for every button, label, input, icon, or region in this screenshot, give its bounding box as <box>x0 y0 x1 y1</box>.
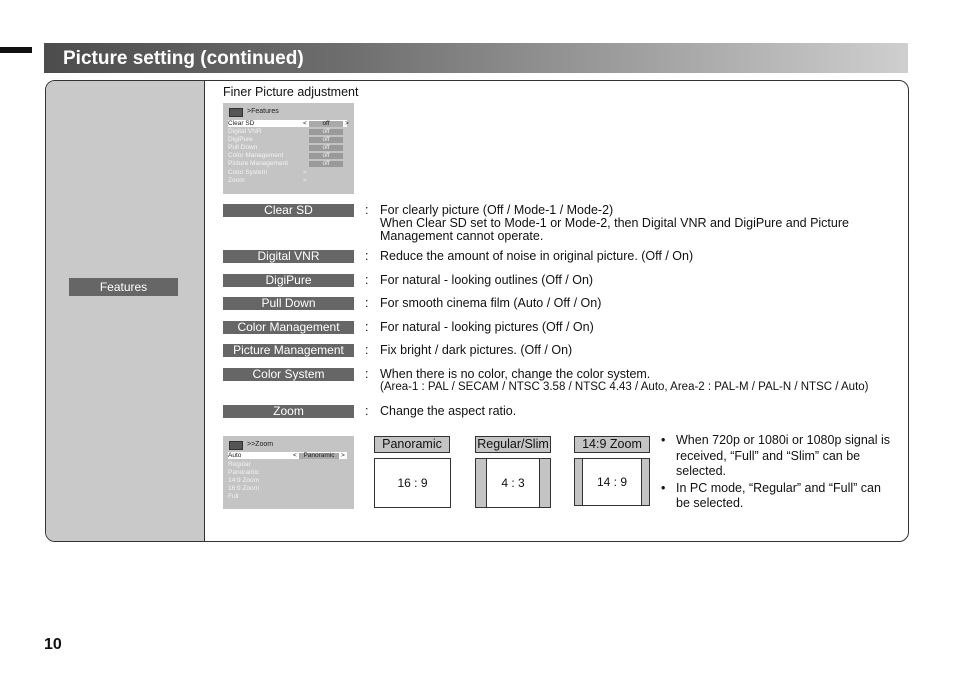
osd-option: Full <box>228 493 239 500</box>
page-title: Picture setting (continued) <box>63 48 304 69</box>
item-colon: : <box>365 320 369 334</box>
osd-row-pull-down: Pull Down <box>228 144 258 151</box>
aspect-label-panoramic: Panoramic <box>374 436 450 453</box>
item-label-digital-vnr: Digital VNR <box>223 250 354 263</box>
osd-option: 14:9 Zoom <box>228 477 260 484</box>
item-label-digipure: DigiPure <box>223 274 354 287</box>
right-arrow-icon: > <box>345 120 349 127</box>
side-bar-left <box>575 459 583 505</box>
item-desc-line: For clearly picture (Off / Mode-1 / Mode-2) <box>380 203 614 217</box>
osd-row-clear-sd: Clear SD <box>228 120 347 127</box>
left-category-column <box>46 81 205 541</box>
item-desc-digipure: For natural - looking outlines (Off / On) <box>380 273 594 287</box>
content-frame <box>45 80 909 542</box>
item-desc-line: When Clear SD set to Mode-1 or Mode-2, then Digital VNR and DigiPure and Picture <box>380 216 849 230</box>
osd-row-zoom: Zoom <box>228 177 245 184</box>
item-desc-color-management: For natural - looking pictures (Off / On) <box>380 320 594 334</box>
item-colon: : <box>365 343 369 357</box>
osd-title: >>Zoom <box>247 441 274 448</box>
osd-option: Panoramic <box>228 469 260 476</box>
item-label-color-system: Color System <box>223 368 354 381</box>
chevron-right-icon: > <box>303 169 307 176</box>
osd-row-digital-vnr: Digital VNR <box>228 128 262 135</box>
item-colon: : <box>365 367 369 381</box>
features-osd-screen <box>223 103 354 194</box>
item-colon: : <box>365 273 369 287</box>
aspect-box-14-9-zoom <box>574 458 650 506</box>
osd-row-auto: Auto <box>228 452 347 459</box>
aspect-box-panoramic <box>374 458 451 508</box>
zoom-osd-screen <box>223 436 354 509</box>
osd-option: Regular <box>228 461 251 468</box>
item-label-zoom: Zoom <box>223 405 354 418</box>
item-desc-line: Management cannot operate. <box>380 229 544 243</box>
item-desc-zoom: Change the aspect ratio. <box>380 404 517 418</box>
osd-value-color-management: off <box>309 153 343 159</box>
osd-value-auto: Panoramic <box>299 453 339 459</box>
osd-row-picture-management: Picture Management <box>228 160 288 167</box>
features-category-label: Features <box>69 278 178 296</box>
item-label-pull-down: Pull Down <box>223 297 354 310</box>
osd-option: 16:9 Zoom <box>228 485 260 492</box>
item-colon: : <box>365 404 369 418</box>
side-bar-right <box>539 459 550 507</box>
item-desc-clear-sd <box>380 204 890 243</box>
menu-icon <box>229 441 243 450</box>
aspect-ratio-text: 14 : 9 <box>596 475 628 489</box>
item-label-color-management: Color Management <box>223 321 354 334</box>
zoom-notes-list <box>661 433 893 513</box>
aspect-ratio-text: 4 : 3 <box>501 476 525 490</box>
osd-value-clear-sd: off <box>309 121 343 127</box>
list-item: • In PC mode, “Regular” and “Full” can be selected. <box>661 481 893 512</box>
item-desc-line: When there is no color, change the color system. <box>380 367 651 381</box>
item-desc-digital-vnr: Reduce the amount of noise in original picture. (Off / On) <box>380 249 694 263</box>
item-desc-picture-management: Fix bright / dark pictures. (Off / On) <box>380 343 573 357</box>
item-label-clear-sd: Clear SD <box>223 204 354 217</box>
aspect-ratio-text: 16 : 9 <box>397 476 428 490</box>
side-bar-left <box>476 459 487 507</box>
item-desc-line: (Area-1 : PAL / SECAM / NTSC 3.58 / NTSC 4.43 / Auto, Area-2 : PAL-M / PAL-N / NTSC / Auto) <box>380 381 869 393</box>
item-label-picture-management: Picture Management <box>223 344 354 357</box>
side-bar-right <box>641 459 649 505</box>
osd-row-digipure: DigiPure <box>228 136 253 143</box>
osd-value-pull-down: off <box>309 145 343 151</box>
osd-title: >Features <box>247 108 279 115</box>
section-title: Finer Picture adjustment <box>223 85 359 99</box>
osd-row-color-system: Color System <box>228 169 268 176</box>
list-item: • When 720p or 1080i or 1080p signal is received, “Full” and “Slim” can be selected. <box>661 433 893 480</box>
aspect-box-regular-slim <box>475 458 551 508</box>
osd-row-color-management: Color Management <box>228 152 284 159</box>
page-header <box>44 43 908 73</box>
chevron-right-icon: > <box>303 177 307 184</box>
aspect-label-regular-slim: Regular/Slim <box>475 436 551 453</box>
page-number: 10 <box>44 636 62 653</box>
item-desc-pull-down: For smooth cinema film (Auto / Off / On) <box>380 296 602 310</box>
aspect-label-14-9-zoom: 14:9 Zoom <box>574 436 650 453</box>
right-arrow-icon: > <box>341 452 345 459</box>
osd-value-digital-vnr: off <box>309 129 343 135</box>
item-colon: : <box>365 296 369 310</box>
menu-icon <box>229 108 243 117</box>
left-arrow-icon: < <box>293 452 297 459</box>
item-colon: : <box>365 249 369 263</box>
left-arrow-icon: < <box>303 120 307 127</box>
osd-value-picture-management: off <box>309 161 343 167</box>
osd-value-digipure: off <box>309 137 343 143</box>
corner-tab-marker <box>0 47 32 53</box>
item-colon: : <box>365 203 369 217</box>
item-desc-color-system <box>380 368 890 394</box>
